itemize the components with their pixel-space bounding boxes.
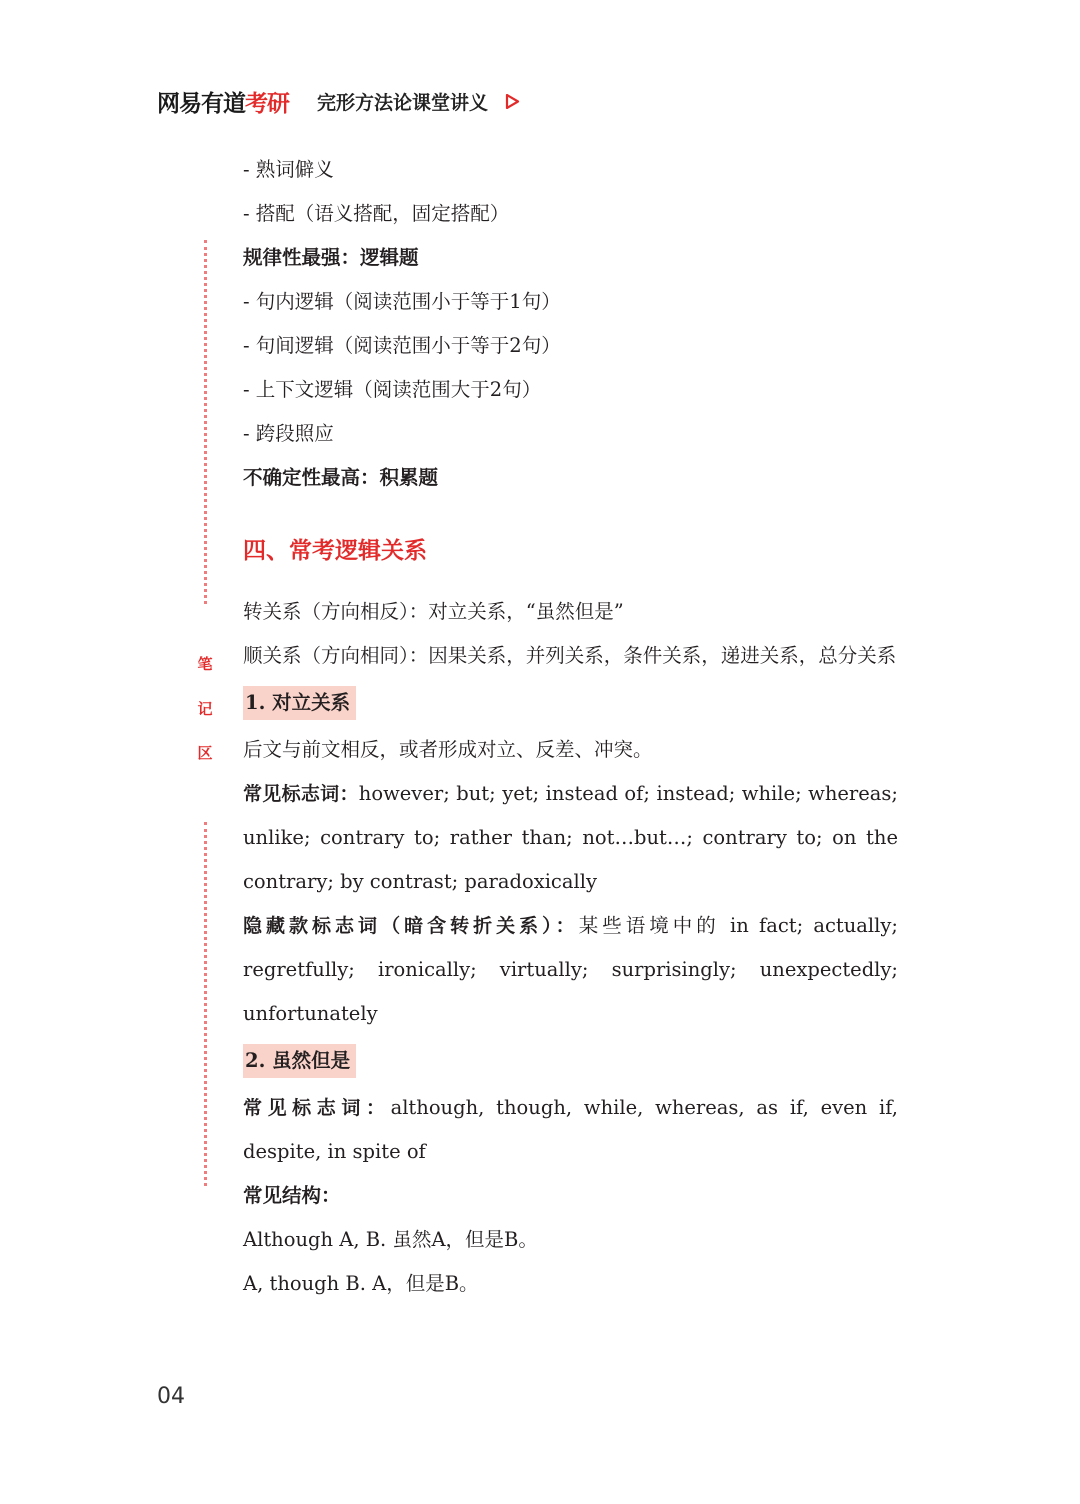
example-sentence: Although A, B. 虽然A，但是B。 [243,1228,538,1251]
notes-dotted-line-lower [204,822,207,1186]
document-title: 完形方法论课堂讲义 [317,91,489,114]
structure-label: 常见结构： [243,1184,341,1207]
notes-label-char: 记 [197,700,213,718]
turn-relation: 转关系（方向相反）：对立关系，“虽然但是” [243,600,624,623]
common-markers [243,772,898,904]
subsection-title: 2. 虽然但是 [243,1044,356,1078]
list-item: - 句间逻辑（阅读范围小于等于2句） [243,334,561,357]
list-item: - 熟词僻义 [243,158,334,181]
example-sentence: A, though B. A，但是B。 [243,1272,479,1295]
common-markers-label: 常见标志词： [243,783,359,805]
accumulation-heading: 不确定性最高：积累题 [243,466,439,489]
brand-name: 网易有道 [157,90,245,117]
subsection-description: 后文与前文相反，或者形成对立、反差、冲突。 [243,738,653,761]
notes-label-char: 区 [197,744,213,762]
page-header [157,84,520,118]
flow-relation: 顺关系（方向相同）：因果关系，并列关系，条件关系，递进关系，总分关系 [243,644,897,667]
list-item: - 跨段照应 [243,422,334,445]
list-item: - 搭配（语义搭配，固定搭配） [243,202,510,225]
page-number: 04 [157,1384,185,1409]
hidden-markers-label: 隐藏款标志词（暗含转折关系）： [243,915,579,937]
brand-logo [157,85,289,118]
common-markers-words: however; but; yet; instead of; instead; while; whereas; unlike; contrary to; rather than; not…but…; contrary to; on the contrary; by contrast; paradoxically [243,782,898,893]
section-title: 四、常考逻辑关系 [243,538,427,564]
main-content [243,148,898,1306]
common-markers-words: although, though, while, whereas, as if, even if, despite, in spite of [243,1096,898,1163]
logic-heading: 规律性最强：逻辑题 [243,246,419,269]
notes-label-char: 笔 [197,655,213,673]
hidden-markers [243,904,898,1036]
subsection-heading [243,1036,898,1086]
list-item: - 句内逻辑（阅读范围小于等于1句） [243,290,561,313]
common-markers-label: 常见标志词： [243,1097,391,1119]
brand-accent: 考研 [245,90,289,117]
common-markers [243,1086,898,1174]
subsection-heading [243,678,898,728]
list-item: - 上下文逻辑（阅读范围大于2句） [243,378,542,401]
subsection-title: 1. 对立关系 [243,686,356,720]
notes-dotted-line-upper [204,240,207,604]
hidden-markers-words: 某些语境中的 in fact; actually; regretfully; ironically; virtually; surprisingly; unexpectedly; unfortunately [243,914,898,1025]
play-icon [505,94,520,109]
